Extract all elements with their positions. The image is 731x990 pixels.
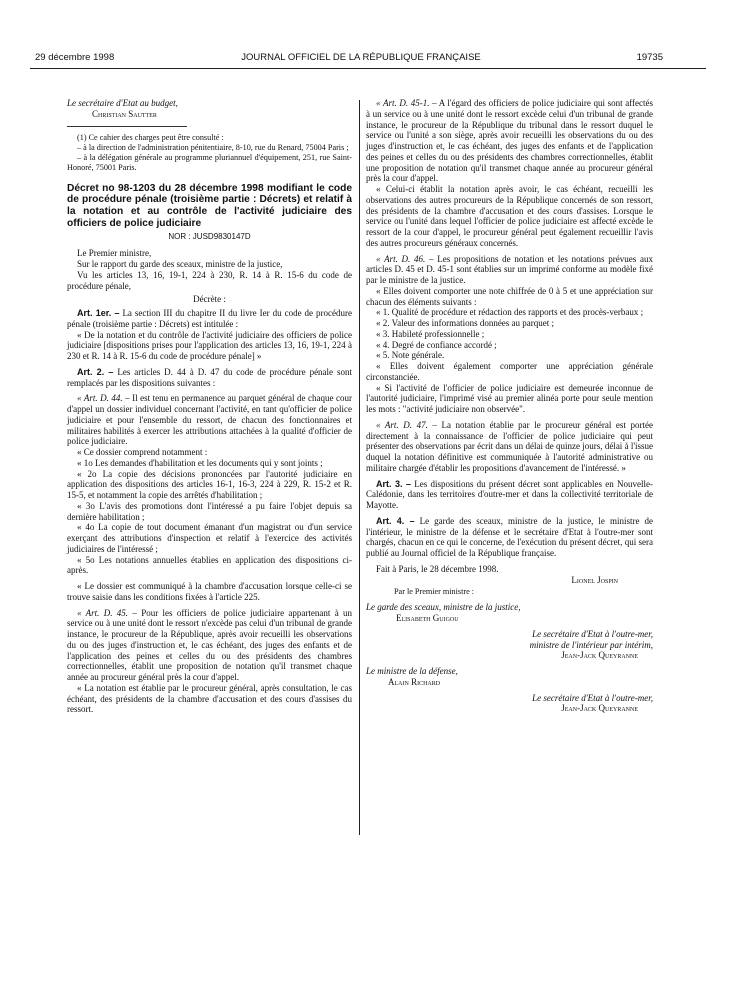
nor-reference: NOR : JUSD9830147D bbox=[168, 231, 251, 241]
by-prime-minister: Par le Premier ministre : bbox=[394, 587, 475, 597]
signatory-title: Le secrétaire d'Etat à l'outre-mer, bbox=[532, 692, 653, 703]
article-d47 bbox=[366, 420, 653, 474]
paragraph: Sur le rapport du garde des sceaux, ministre de la justice, bbox=[77, 259, 283, 270]
article-heading: « Art. D. 46. – bbox=[376, 253, 434, 264]
header-journal-title: JOURNAL OFFICIEL DE LA RÉPUBLIQUE FRANÇAISE bbox=[241, 52, 481, 63]
article-d45-1 bbox=[366, 98, 653, 184]
signatory-name: Alain Richard bbox=[388, 676, 441, 687]
signatory-title: Le garde des sceaux, ministre de la justice, bbox=[366, 602, 521, 613]
article-heading: Art. 1er. – bbox=[77, 308, 120, 319]
article-d46 bbox=[366, 254, 653, 286]
left-column bbox=[67, 98, 352, 715]
paragraph: « La notation est établie par le procureur général, après consultation, le cas échéant, des présidents de la chambre d'accusation et des cours d'assises du ressort. bbox=[67, 682, 352, 715]
done-at-line: Fait à Paris, le 28 décembre 1998. bbox=[376, 563, 499, 574]
paragraph: « 3. Habileté professionnelle ; bbox=[376, 328, 485, 339]
article-2 bbox=[67, 367, 352, 389]
paragraph: « Ce dossier comprend notamment : bbox=[77, 447, 208, 458]
article-text: Pour les officiers de police judiciaire appartenant à un service ou à une unité dont le ressort n'excède pas celui d'un tribunal de grande instance, le procureur de la République, après avoir recueilli les observations du ou des juges d'instruction et, le cas échéant, des juges des enfants et de l'application des peines et celles du ou des présidents des chambres correctionnelles, établit une proposition de notation qu'il transmet chaque année au procureur général près la cour d'appel. bbox=[67, 607, 353, 683]
paragraph: « 1. Qualité de procédure et rédaction des rapports et des procès-verbaux ; bbox=[376, 307, 644, 318]
header-page-number: 19735 bbox=[636, 52, 663, 63]
paragraph: Le Premier ministre, bbox=[77, 248, 152, 259]
signatory-name: Jean-Jack Queyranne bbox=[561, 703, 638, 714]
paragraph: « 2o La copie des décisions prononcées par l'autorité judiciaire en application des dispositions des articles 16-1, 16-3, 224 à 229, R. 15-2 et R. 15-5, et notamment la copie des arrêtés d'habilitation ; bbox=[67, 468, 352, 501]
article-text: Les dispositions du présent décret sont applicables en Nouvelle-Calédonie, dans les territoires d'outre-mer et dans la collectivité territoriale de Mayotte. bbox=[366, 478, 653, 510]
article-heading: Art. 2. – bbox=[77, 366, 114, 377]
column-divider bbox=[359, 100, 360, 835]
prime-minister-name: Lionel Jospin bbox=[571, 574, 618, 585]
article-text: Les articles D. 44 à D. 47 du code de procédure pénale sont remplacés par les dispositions suivantes : bbox=[67, 366, 352, 388]
paragraph: « 4. Degré de confiance accordé ; bbox=[376, 339, 497, 350]
footnote-rule bbox=[67, 126, 187, 127]
article-text: La section III du chapitre II du livre Ier du code de procédure pénale (troisième partie : Décrets) est intitulée : bbox=[67, 308, 352, 329]
article-d45 bbox=[67, 608, 352, 683]
right-column bbox=[366, 98, 653, 714]
signatory-title: Le ministre de la défense, bbox=[366, 666, 458, 676]
paragraph: « 5o Les notations annuelles établies en application des dispositions ci-après. bbox=[67, 554, 352, 576]
article-text: Le garde des sceaux, ministre de la justice, le ministre de l'intérieur, le ministre de la défense et le secrétaire d'Etat à l'outre-mer sont chargés, chacun en ce qui le concerne, de l'exécution du présent décret, qui sera publié au Journal officiel de la République française. bbox=[366, 515, 653, 558]
paragraph: « Elles doivent également comporter une appréciation générale circonstanciée. bbox=[366, 361, 653, 382]
article-heading: Art. 4. – bbox=[376, 515, 415, 526]
paragraph: « Celui-ci établit la notation après avoir, le cas échéant, recueilli les observations des autres procureurs de la République concernés de son ressort, des présidents de la chambre d'accusation et des cours d'assises. Lorsque le service ou l'unité dans lequel l'officier de police judiciaire est affecté excède le ressort de la cour d'appel, le procureur général peut également recueillir l'avis des autres procureurs généraux concernés. bbox=[366, 184, 653, 248]
article-d44 bbox=[67, 393, 352, 447]
decree-title: Décret no 98-1203 du 28 décembre 1998 modifiant le code de procédure pénale (troisième partie : Décrets) et relatif à la notation et au contrôle de l'activité judiciaire des officiers de police judiciaire bbox=[67, 182, 352, 229]
article-text: Il est tenu en permanence au parquet général de chaque cour d'appel un dossier individuel concernant l'activité, en tant qu'officier de police judiciaire et pour l'ensemble du ressort, de chacun des fonctionnaires et militaires habilités à exercer les attributions attachées à la qualité d'officier de police judiciaire. bbox=[67, 393, 352, 447]
paragraph: « 1o Les demandes d'habilitation et les documents qui y sont joints ; bbox=[77, 457, 323, 468]
article-text: A l'égard des officiers de police judiciaire qui sont affectés à un service ou à une unité dont le ressort excède celui d'un tribunal de grande instance, le procureur de la République du tribunal dans le ressort duquel le service ou l'unité a son siège, après avoir recueilli les observations du ou des juges d'instruction et, le cas échéant, des juges des enfants et de l'application des peines et celles du ou des présidents des chambres correctionnelles, établit une proposition de notation qu'il transmet chaque année au procureur général près la cour d'appel. bbox=[366, 98, 654, 184]
signatory-name: Jean-Jack Queyranne bbox=[561, 650, 638, 661]
footnote: – à la direction de l'administration pénitentiaire, 8-10, rue du Renard, 75004 Paris ; bbox=[77, 142, 349, 152]
footnote: – à la délégation générale au programme pluriannuel d'équipement, 251, rue Saint-Honoré, 75001 Paris. bbox=[67, 152, 352, 172]
article-heading: Art. 3. – bbox=[376, 478, 411, 489]
article-text: Les propositions de notation et les notations prévues aux articles D. 45 et D. 45-1 sont établies sur un imprimé conforme au modèle fixé par le ministre de la justice. bbox=[366, 253, 653, 285]
article-text: La notation établie par le procureur général est portée directement à la connaissance de l'officier de police judiciaire qui peut présenter des observations par écrit dans un délai de quinze jours, délai à l'issue duquel la notation définitive est communiquée à l'autorité administrative ou militaire chargée d'établir les propositions d'avancement de l'intéressé. » bbox=[366, 419, 653, 473]
decrete-heading: Décrète : bbox=[193, 294, 226, 305]
signatory-title: Le secrétaire d'Etat à l'outre-mer, bbox=[532, 628, 653, 639]
signatory-name: Elisabeth Guigou bbox=[396, 613, 459, 623]
paragraph: « De la notation et du contrôle de l'activité judiciaire des officiers de police judiciaire [dispositions prises pour l'application des articles 13, 16, 19-1, 224 à 230 et R. 14 à R. 15-6 du code de procédure pénale] » bbox=[67, 329, 352, 362]
header-date: 29 décembre 1998 bbox=[35, 52, 115, 63]
paragraph: « Si l'activité de l'officier de police judiciaire est demeurée inconnue de l'autorité judiciaire, l'imprimé visé au premier alinéa porte pour seule mention les mots : "activité judiciaire non observée". bbox=[366, 382, 653, 414]
article-heading: « Art. D. 45-1. – bbox=[376, 98, 437, 108]
signatory-title: Le secrétaire d'Etat au budget, bbox=[67, 98, 178, 108]
signatory-name: Christian Sautter bbox=[92, 108, 157, 119]
article-1 bbox=[67, 308, 352, 330]
paragraph: « Le dossier est communiqué à la chambre d'accusation lorsque celle-ci se trouve saisie dans les conditions fixées à l'article 225. bbox=[67, 581, 352, 602]
article-4 bbox=[366, 516, 653, 559]
paragraph: « 5. Note générale. bbox=[376, 350, 445, 361]
paragraph: « 2. Valeur des informations données au parquet ; bbox=[376, 318, 555, 328]
footnote: (1) Ce cahier des charges peut être consulté : bbox=[77, 132, 224, 142]
paragraph: « 3o L'avis des promotions dont l'intéressé a pu faire l'objet depuis sa dernière habilitation ; bbox=[67, 500, 352, 522]
paragraph: Vu les articles 13, 16, 19-1, 224 à 230, R. 14 à R. 15-6 du code de procédure pénale, bbox=[67, 269, 352, 291]
signatory-title: ministre de l'intérieur par intérim, bbox=[529, 639, 653, 650]
page-header bbox=[35, 52, 663, 66]
article-3 bbox=[366, 479, 653, 511]
paragraph: « 4o La copie de tout document émanant d'un magistrat ou d'un service exerçant des attributions d'inspection et relatif à l'exercice des activités judiciaires de l'intéressé ; bbox=[67, 522, 352, 554]
article-heading: « Art. D. 45. – bbox=[77, 607, 137, 618]
header-rule bbox=[30, 68, 706, 69]
article-heading: « Art. D. 47. – bbox=[376, 419, 437, 430]
article-heading: « Art. D. 44. – bbox=[77, 393, 130, 404]
paragraph: « Elles doivent comporter une note chiffrée de 0 à 5 et une appréciation sur chacun des éléments suivants : bbox=[366, 285, 653, 307]
